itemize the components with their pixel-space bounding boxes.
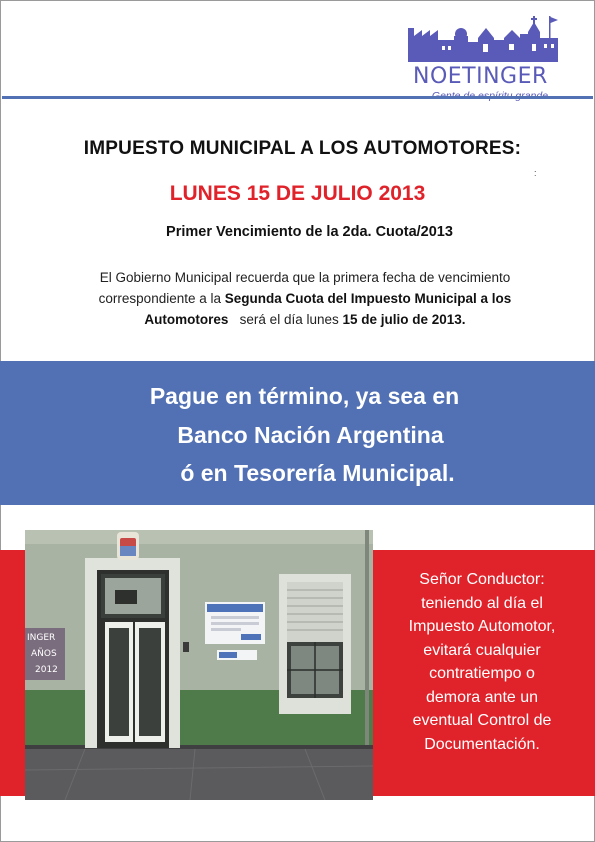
banner-line-1: Pague en término, ya sea en — [149, 383, 460, 409]
notice-paragraph — [25, 267, 585, 330]
building-illustration — [25, 530, 373, 800]
poster-text-1: INGER — [27, 633, 56, 643]
tax-name-bold: Segunda Cuota del Impuesto Municipal a los — [224, 291, 512, 306]
message-line-6: demora ante un — [425, 688, 539, 706]
town-skyline-icon — [408, 14, 560, 62]
due-date-bold: 15 de julio de 2013. — [342, 312, 466, 327]
stray-mark: : — [534, 168, 537, 178]
noetinger-logo — [405, 14, 563, 104]
due-date-heading: LUNES 15 DE JULIO 2013 — [169, 182, 426, 205]
municipal-building-photo — [25, 530, 373, 800]
notice-line-3: Automotores será el día lunes 15 de julio de 2013. — [144, 312, 466, 327]
notice-line-2: correspondiente a la Segunda Cuota del Impuesto Municipal a los — [98, 291, 512, 306]
banner-line-2: Banco Nación Argentina — [177, 422, 444, 448]
poster-text-2: AÑOS — [31, 649, 57, 659]
header-divider — [2, 96, 593, 99]
banner-line-3: ó en Tesorería Municipal. — [180, 460, 455, 486]
message-line-1: Señor Conductor: — [419, 571, 545, 588]
payment-banner — [0, 361, 595, 505]
tax-name-bold-end: Automotores — [144, 312, 229, 327]
message-line-7: eventual Control de — [412, 712, 552, 729]
message-line-4: evitará cualquier — [423, 641, 541, 659]
poster-text-3: 2012 — [35, 665, 58, 675]
message-line-8: Documentación. — [424, 735, 540, 753]
installment-subtitle: Primer Vencimiento de la 2da. Cuota/2013 — [166, 224, 453, 240]
message-line-5: contratiempo o — [429, 665, 535, 682]
brand-name: NOETINGER — [413, 64, 548, 89]
message-line-3: Impuesto Automotor, — [408, 618, 556, 635]
page-title: IMPUESTO MUNICIPAL A LOS AUTOMOTORES: — [83, 138, 522, 159]
driver-message — [379, 568, 585, 756]
message-line-2: teniendo al día el — [421, 594, 543, 612]
notice-line-1: El Gobierno Municipal recuerda que la primera fecha de vencimiento — [99, 270, 511, 285]
